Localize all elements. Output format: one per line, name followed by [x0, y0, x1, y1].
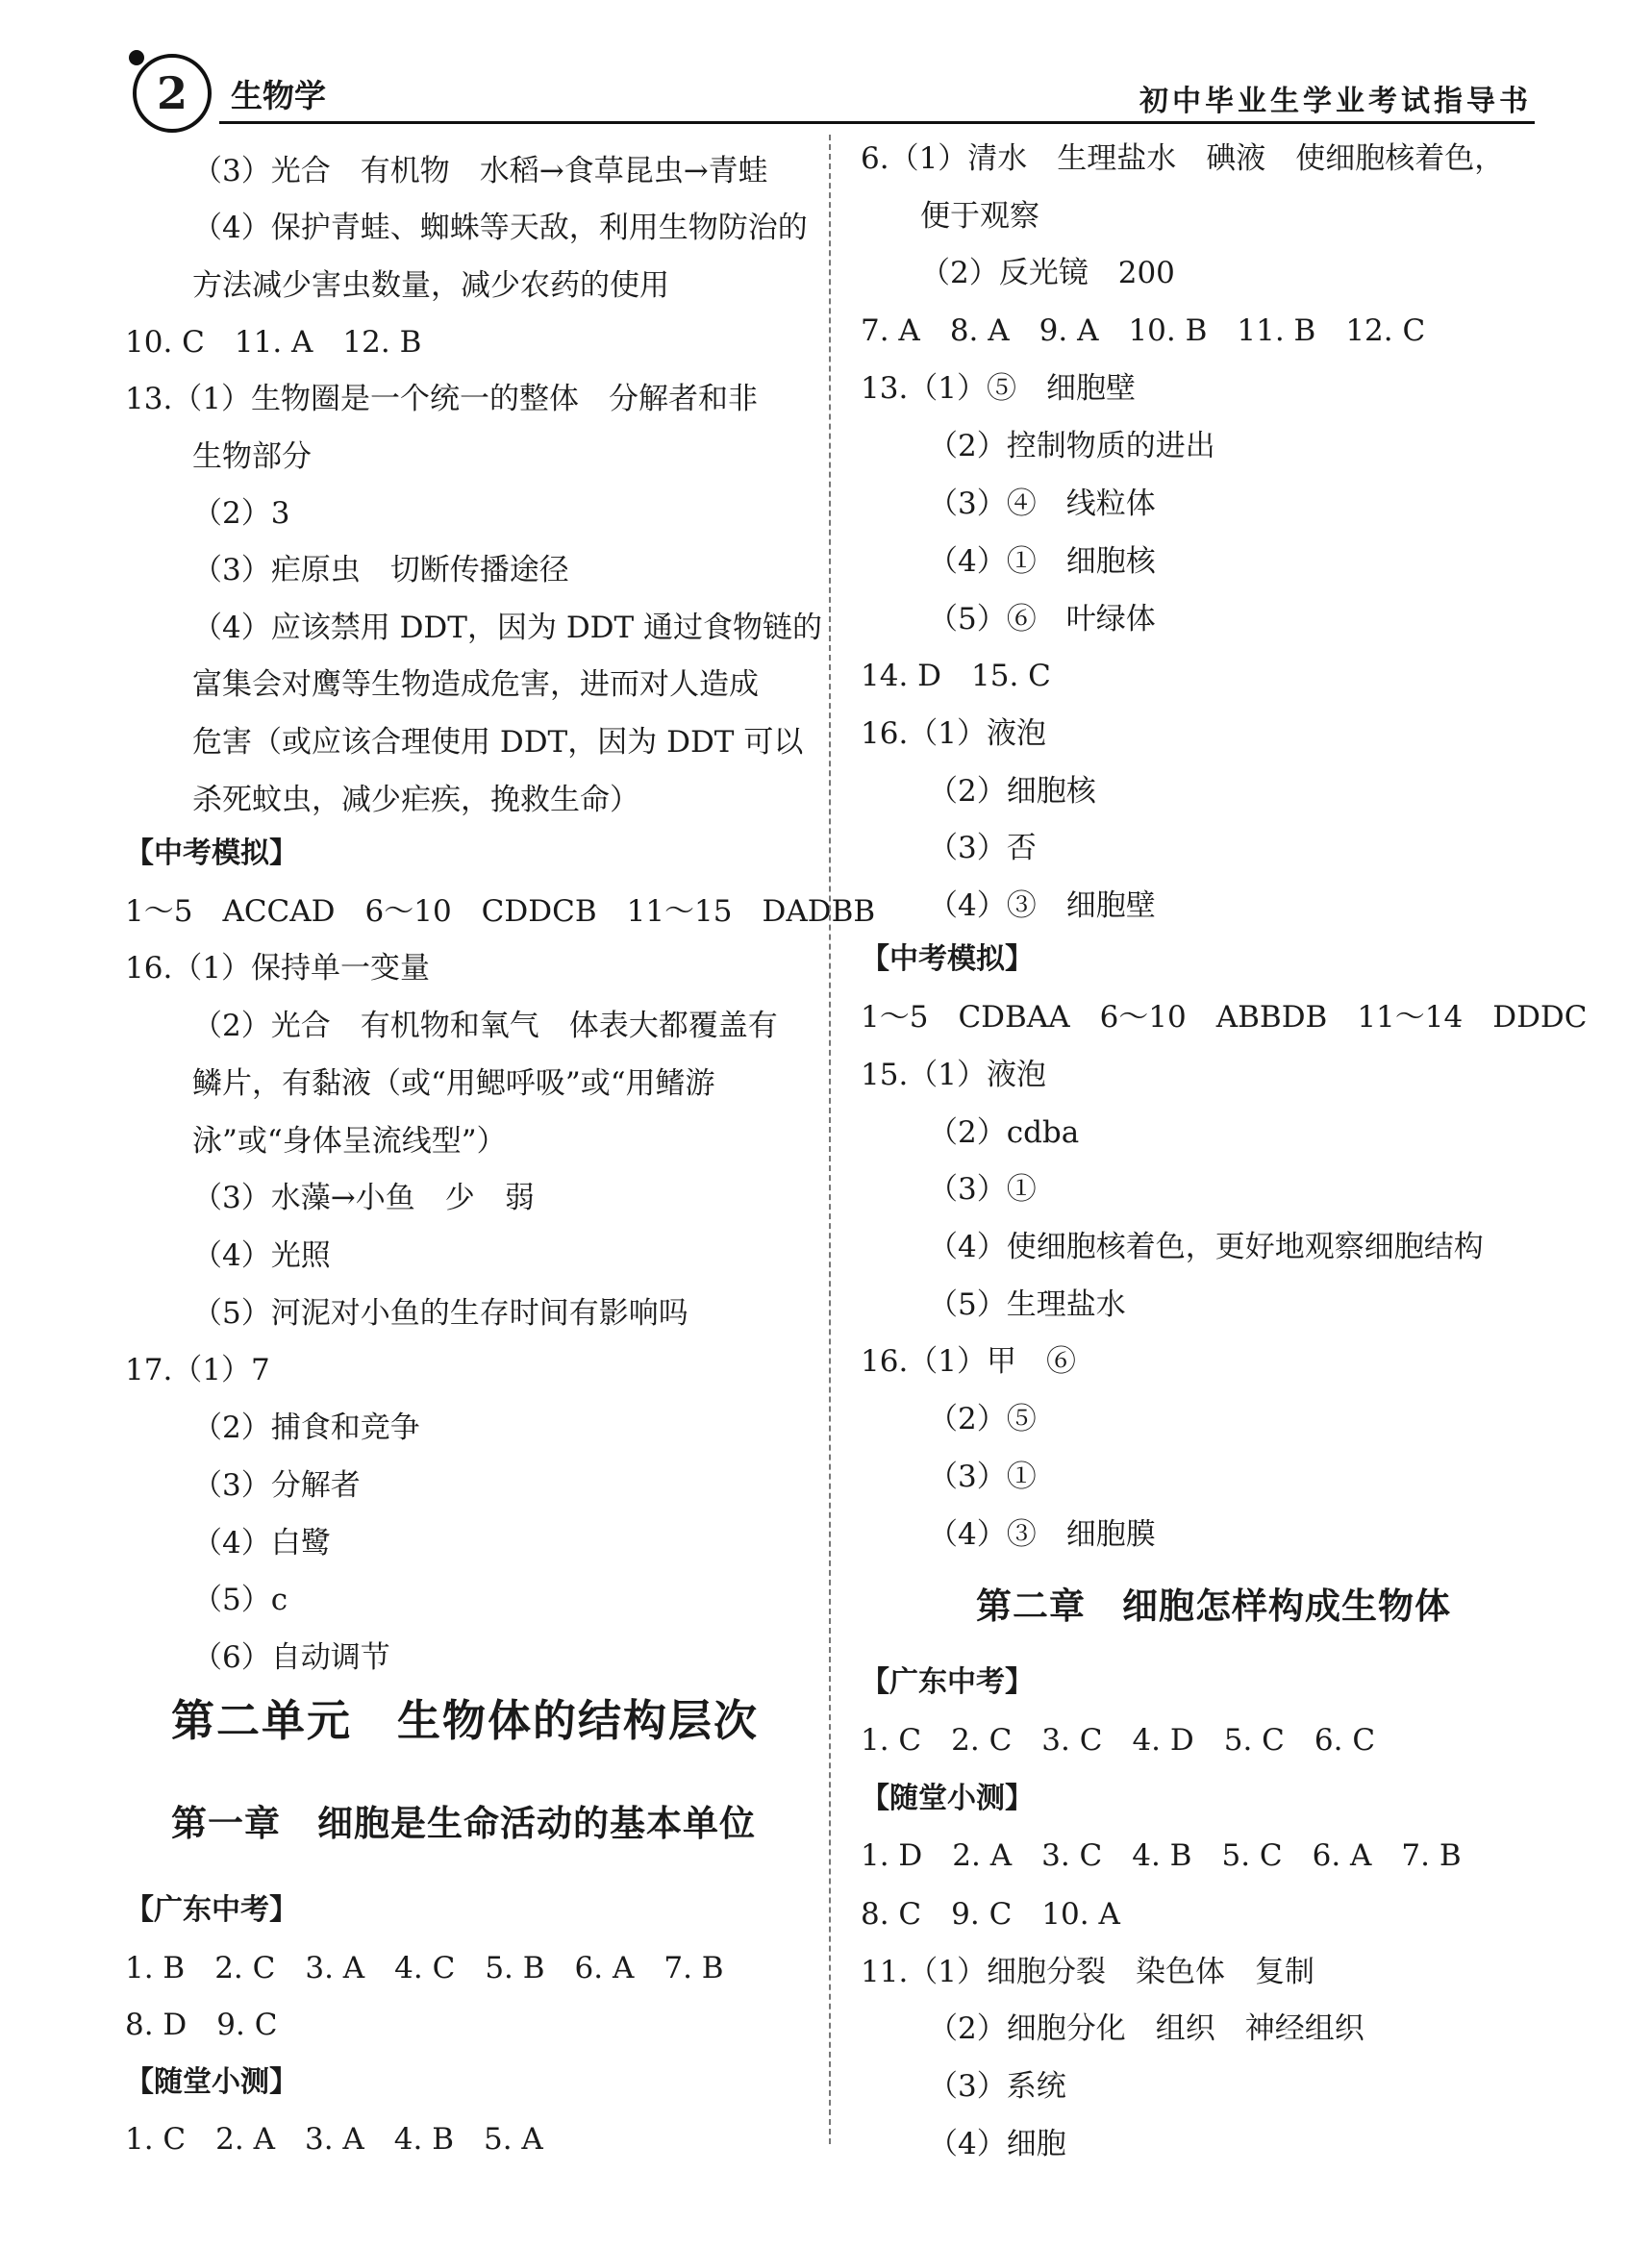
answer-line: （5）c — [192, 1583, 288, 1617]
answer-line: 1. C 2. C 3. C 4. D 5. C 6. C — [861, 1723, 1376, 1758]
page-number: 2 — [156, 67, 188, 119]
answer-line: （2）光合 有机物和氧气 体表大都覆盖有 — [192, 1009, 778, 1043]
answer-line: （4）③ 细胞膜 — [928, 1517, 1156, 1552]
answer-line: 1. D 2. A 3. C 4. B 5. C 6. A 7. B — [861, 1838, 1462, 1873]
answer-line: 16.（1）保持单一变量 — [125, 951, 431, 986]
answer-line: （2）反光镜 200 — [920, 256, 1175, 290]
answer-line: 13.（1）生物圈是一个统一的整体 分解者和非 — [125, 382, 759, 416]
answer-line: 8. C 9. C 10. A — [861, 1897, 1120, 1932]
answer-line: （2）控制物质的进出 — [928, 429, 1215, 463]
answer-line: （5）⑥ 叶绿体 — [928, 602, 1156, 637]
unit-heading: 第二单元 生物体的结构层次 — [171, 1695, 760, 1746]
answer-line: （6）自动调节 — [192, 1640, 390, 1675]
answer-line: 8. D 9. C — [125, 2008, 278, 2042]
answer-line: （3）分解者 — [192, 1468, 361, 1503]
column-divider — [829, 135, 831, 2144]
answer-line: 1～5 CDBAA 6～10 ABBDB 11～14 DDDC — [861, 1000, 1588, 1035]
answer-line: 14. D 15. C — [861, 659, 1051, 693]
answer-line: （3）系统 — [928, 2069, 1066, 2104]
answer-line: 泳”或“身体呈流线型”） — [192, 1124, 507, 1159]
answer-line: （3）疟原虫 切断传播途径 — [192, 553, 569, 587]
answer-line: 6.（1）清水 生理盐水 碘液 使细胞核着色， — [861, 141, 1505, 176]
chapter-heading: 第二章 细胞怎样构成生物体 — [976, 1585, 1451, 1627]
answer-line: （2）3 — [192, 496, 290, 531]
section-label: 【中考模拟】 — [125, 836, 298, 870]
answer-line: 16.（1）甲 ⑥ — [861, 1344, 1077, 1379]
answer-line: （4）应该禁用 DDT，因为 DDT 通过食物链的 — [192, 611, 823, 645]
section-label: 【广东中考】 — [861, 1665, 1034, 1699]
answer-line: 富集会对鹰等生物造成危害，进而对人造成 — [192, 667, 759, 702]
answer-line: 方法减少害虫数量，减少农药的使用 — [192, 268, 669, 303]
answer-line: （5）河泥对小鱼的生存时间有影响吗 — [192, 1296, 688, 1331]
section-label: 【中考模拟】 — [861, 942, 1034, 976]
answer-line: 1. B 2. C 3. A 4. C 5. B 6. A 7. B — [125, 1951, 724, 1985]
answer-line: （3）否 — [928, 831, 1037, 865]
answer-line: （4）保护青蛙、蜘蛛等天敌，利用生物防治的 — [192, 211, 808, 245]
answer-line: （2）捕食和竞争 — [192, 1411, 420, 1445]
answer-line: 便于观察 — [920, 199, 1039, 234]
answer-line: 11.（1）细胞分裂 染色体 复制 — [861, 1955, 1315, 1989]
answer-line: （3）① — [928, 1172, 1037, 1207]
answer-line: 1. C 2. A 3. A 4. B 5. A — [125, 2122, 543, 2157]
answer-line: （3）④ 线粒体 — [928, 487, 1156, 521]
answer-line: （4）白鹭 — [192, 1526, 331, 1560]
answer-line: （5）生理盐水 — [928, 1287, 1126, 1322]
book-title: 初中毕业生学业考试指导书 — [1139, 85, 1532, 118]
answer-line: （4）细胞 — [928, 2127, 1066, 2161]
answer-line: （3）光合 有机物 水稻→食草昆虫→青蛙 — [192, 154, 768, 188]
section-label: 【广东中考】 — [125, 1893, 298, 1927]
answer-line: （2）细胞分化 组织 神经组织 — [928, 2011, 1364, 2046]
subject-title: 生物学 — [231, 77, 326, 114]
answer-line: 7. A 8. A 9. A 10. B 11. B 12. C — [861, 313, 1426, 348]
page-header — [0, 0, 1652, 135]
header-rule — [219, 121, 1535, 124]
answer-line: （4）③ 细胞壁 — [928, 888, 1156, 923]
answer-line: （2）cdba — [928, 1115, 1080, 1150]
answer-line: （4）光照 — [192, 1238, 331, 1273]
answer-line: 鳞片，有黏液（或“用鳃呼吸”或“用鳍游 — [192, 1066, 715, 1101]
answer-line: 10. C 11. A 12. B — [125, 325, 422, 360]
section-label: 【随堂小测】 — [861, 1782, 1034, 1815]
answer-line: 1～5 ACCAD 6～10 CDDCB 11～15 DADBB — [125, 894, 876, 929]
answer-line: 13.（1）⑤ 细胞壁 — [861, 371, 1137, 406]
chapter-heading: 第一章 细胞是生命活动的基本单位 — [171, 1802, 756, 1844]
answer-line: 杀死蚊虫，减少疟疾，挽救生命） — [192, 783, 639, 817]
answer-line: 生物部分 — [192, 439, 312, 474]
answer-line: 16.（1）液泡 — [861, 716, 1047, 751]
answer-line: （3）① — [928, 1460, 1037, 1494]
answer-line: （3）水藻→小鱼 少 弱 — [192, 1181, 535, 1215]
answer-line: （2）⑤ — [928, 1402, 1037, 1436]
answer-line: （2）细胞核 — [928, 774, 1096, 809]
answer-line: （4）使细胞核着色，更好地观察细胞结构 — [928, 1230, 1484, 1264]
answer-line: 17.（1）7 — [125, 1353, 270, 1387]
section-label: 【随堂小测】 — [125, 2065, 298, 2099]
answer-line: （4）① 细胞核 — [928, 544, 1156, 579]
answer-line: 危害（或应该合理使用 DDT，因为 DDT 可以 — [192, 725, 804, 760]
answer-line: 15.（1）液泡 — [861, 1058, 1047, 1092]
